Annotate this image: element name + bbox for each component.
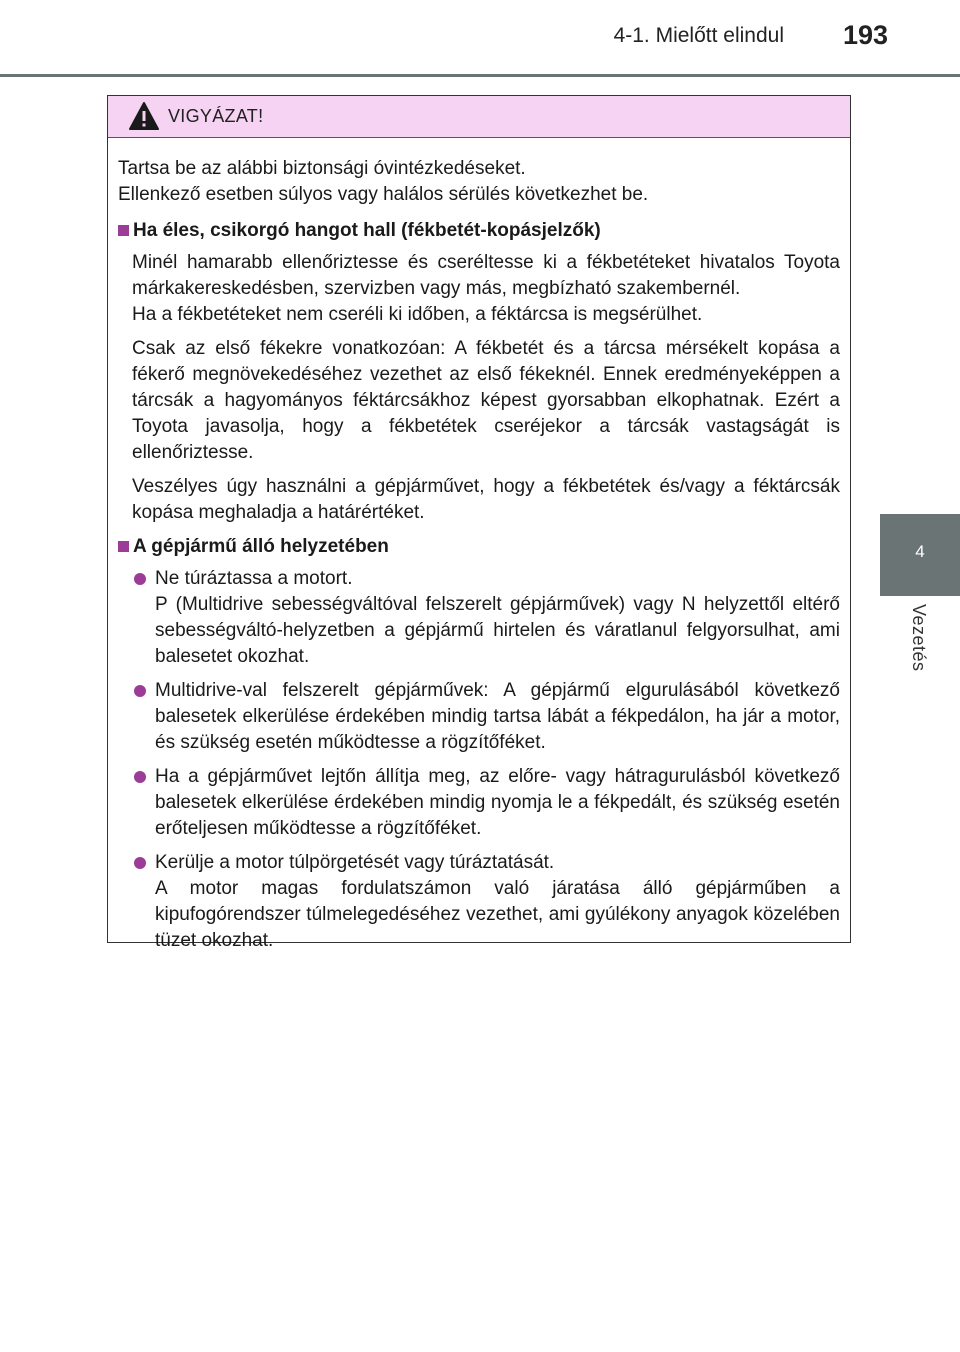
- header-rule: [0, 74, 960, 77]
- list-item-text: Multidrive-val felszerelt gépjárművek: A gépjármű elgurulásából következő balesetek elkerülése érdekében mindig tartsa lábát a fékpedálon, ha jár a motor, és szükség esetén működtesse a rögzítőféket.: [155, 680, 840, 753]
- circle-bullet-icon: [134, 685, 146, 697]
- square-bullet-icon: [118, 541, 129, 552]
- warning-header: [108, 96, 850, 138]
- list-item-text: Ne túráztassa a motort.: [155, 568, 353, 589]
- chapter-label: Vezetés: [909, 604, 929, 672]
- intro-line: Tartsa be az alábbi biztonsági óvintézkedéseket.: [118, 158, 526, 179]
- square-bullet-icon: [118, 225, 129, 236]
- intro-text: [118, 156, 840, 208]
- warning-triangle-icon: [128, 101, 160, 131]
- list-item: [118, 764, 840, 842]
- section-heading-text: Ha éles, csikorgó hangot hall (fékbetét-kopásjelzők): [133, 220, 601, 241]
- chapter-tab: [880, 514, 960, 596]
- list-item-text: Kerülje a motor túlpörgetését vagy túráztatását.: [155, 852, 555, 873]
- warning-content: [108, 138, 850, 954]
- warning-box: [107, 95, 851, 951]
- circle-bullet-icon: [134, 857, 146, 869]
- list-item: [118, 678, 840, 756]
- circle-bullet-icon: [134, 573, 146, 585]
- paragraph-text: Ha a fékbetéteket nem cseréli ki időben, a féktárcsa is megsérülhet.: [132, 304, 703, 325]
- paragraph: Csak az első fékekre vonatkozóan: A fékbetét és a tárcsa mérsékelt kopása a fékerő megnövekedéséhez vezethet az első fékeknél. Ennek eredményeképpen a tárcsák a hagyományos féktárcsákhoz képest gyorsabban elkophatnak. Ezért a Toyota javasolja, hogy a fékbetétek cseréjekor a tárcsák vastagságát is ellenőriztesse.: [132, 338, 840, 463]
- list-item: [118, 850, 840, 954]
- section-heading-stationary: [118, 534, 840, 560]
- section-heading-text: A gépjármű álló helyzetében: [133, 536, 389, 557]
- chapter-number: 4: [915, 542, 925, 561]
- list-item: [118, 566, 840, 670]
- header-section-title: 4-1. Mielőtt elindul: [613, 24, 784, 47]
- circle-bullet-icon: [134, 771, 146, 783]
- list-item-text: Ha a gépjárművet lejtőn állítja meg, az előre- vagy hátragurulásból következő balesetek elkerülése érdekében mindig nyomja le a fékpedált, és szükség esetén erőteljesen működtesse a rögzítőféket.: [155, 766, 840, 839]
- paragraph: [118, 250, 840, 328]
- intro-line: Ellenkező esetben súlyos vagy halálos sérülés következhet be.: [118, 184, 649, 205]
- paragraph: Veszélyes úgy használni a gépjárművet, hogy a fékbetétek és/vagy a féktárcsák kopása meghaladja a határértéket.: [132, 476, 840, 523]
- list-item-text: A motor magas fordulatszámon való járatása álló gépjárműben a kipufogórendszer túlmelegedéséhez vezethet, ami gyúlékony anyagok közelében tüzet okozhat.: [155, 878, 840, 951]
- paragraph-text: Minél hamarabb ellenőriztesse és cseréltesse ki a fékbetéteket hivatalos Toyota márkakereskedésben, szervizben vagy más, megbízható szakembernél.: [132, 252, 840, 299]
- section-heading-brake-wear: [118, 218, 840, 244]
- page-number: 193: [842, 20, 888, 50]
- warning-title: VIGYÁZAT!: [168, 106, 264, 126]
- list-item-text: P (Multidrive sebességváltóval felszerelt gépjárművek) vagy N helyzettől eltérő sebességváltó-helyzetben a gépjármű hirtelen és váratlanul felgyorsulhat, ami balesetet okozhat.: [155, 594, 840, 667]
